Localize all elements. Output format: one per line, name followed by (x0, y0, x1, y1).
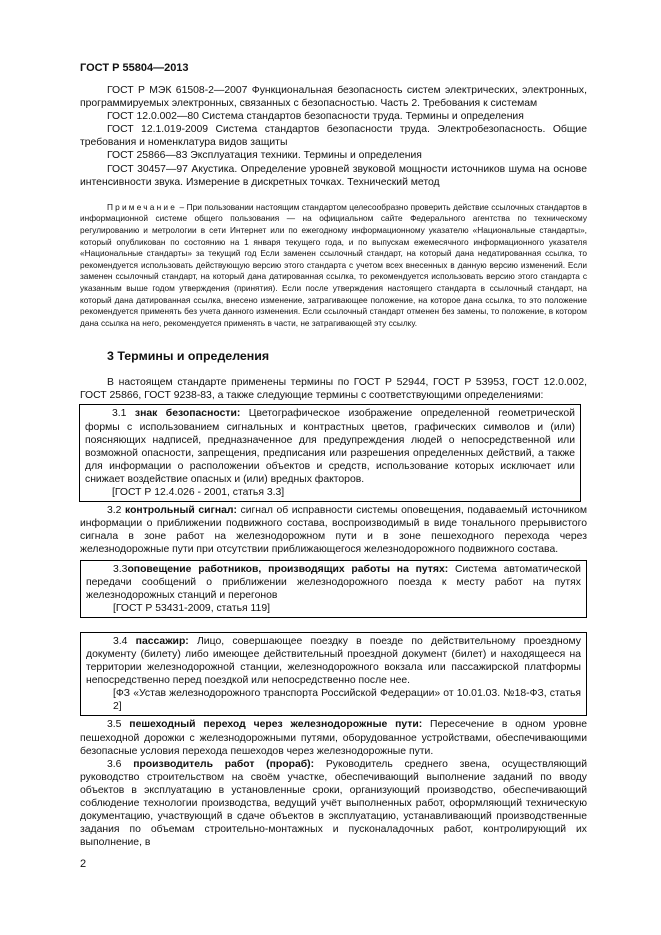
term-number: 3.3 (113, 563, 128, 575)
term-number: 3.5 (107, 719, 130, 731)
ref-item: ГОСТ 30457—97 Акустика. Определение уровней звуковой мощности источников шума на основе интенсивности звука. Измерение в дискретных точках. Технический метод (80, 163, 587, 188)
term-number: 3.4 (113, 635, 136, 647)
document-body (80, 84, 587, 849)
term-name: знак безопасности: (134, 408, 241, 420)
term-definition: Цветографическое изображение определенной геометрической формы с использованием сигнальных и контрастных цветов, графических символов и (или) поясняющих надписей, предназначенное для предупреждения людей о непосредственной или возможной опасности, запрещения, предписания или разрешения определенных действий, а также для информации о расположении объектов и средств, использование которых исключает или снижает воздействие опасных и (или) вредных факторов. (85, 408, 575, 485)
term-source: [ФЗ «Устав железнодорожного транспорта Российской Федерации» от 10.01.03. №18-ФЗ, статья 2] (113, 688, 581, 713)
term-3-1 (85, 407, 575, 486)
term-3-5 (80, 718, 587, 757)
ref-item: ГОСТ 25866—83 Эксплуатация техники. Термины и определения (107, 150, 422, 162)
term-number: 3.6 (107, 758, 134, 770)
ref-item: ГОСТ 12.1.019-2009 Система стандартов безопасности труда. Электробезопасность. Общие требования и номенклатура видов защиты (80, 124, 587, 149)
term-number: 3.1 (112, 408, 135, 420)
term-number: 3.2 (107, 505, 126, 517)
term-name: производитель работ (прораб): (133, 758, 315, 770)
page-number: 2 (80, 858, 87, 870)
term-definition: Лицо, совершающее поездку в поезде по действительному проездному документу (билету) либо имеющее действительный проездной документ (билет) и находящееся на территории железнодорожной станции, железнодорожного вокзала или пассажирской платформы непосредственно перед поездкой или непосредственно после нее. (86, 635, 581, 687)
term-3-3 (86, 563, 581, 602)
note-paragraph (80, 202, 587, 330)
term-definition: Руководитель среднего звена, осуществляющий руководство строительством на своём участке, обеспечивающий выполнение заданий по вводу объектов в эксплуатацию в установленные сроки, организующий производство, обеспечивающий соблюдение технологии производства, ведущий учёт выполненных работ, оформляющий техническую документацию, участвующий в сдаче объектов в эксплуатацию, устанавливающий производственные задания по объемам строительно-монтажных и пусконаладочных работ, контролирующий их выполнение, в (80, 758, 587, 849)
note-label: Примечание (107, 201, 178, 212)
note-text: – При пользовании настоящим стандартом целесообразно проверить действие ссылочных стандартов в информационной системе общего пользования — на официальном сайте Федерального агентства по техническому регулированию и метрологии в сети Интернет или по ежегодному информационному указателю «Национальные стандарты», который опубликован по состоянию на 1 января текущего года, и по выпускам ежемесячного информационного указателя «Национальные стандарты» за текущий год Если заменен ссылочный стандарт, на который дана недатированная ссылка, то рекомендуется использовать действующую версию этого стандарта с учетом всех внесенных в данную версию изменений. Если заменен ссылочный стандарт, на который дана датированная ссылка, то рекомендуется использовать версию этого стандарта с указанным выше годом утверждения (принятия). Если после утверждения настоящего стандарта в ссылочный стандарт, на который дана датированная ссылка, внесено изменение, затрагивающее положение, на которое дана ссылка, то это положение рекомендуется применять без учета данного изменения. Если ссылочный стандарт отменен без замены, то положение, в котором дана ссылка на него, рекомендуется применять в части, не затрагивающей эту ссылку. (80, 201, 587, 328)
term-source: [ГОСТ Р 12.4.026 - 2001, статья 3.3] (112, 487, 285, 499)
term-name: пассажир: (135, 635, 189, 647)
term-definition: Пересечение в одном уровне пешеходной дорожки с железнодорожными путями, оборудованное устройствами, обеспечивающими безопасные условия перехода пешеходов через железнодорожные пути. (80, 719, 587, 757)
section-intro: В настоящем стандарте применены термины по ГОСТ Р 52944, ГОСТ Р 53953, ГОСТ 12.0.002, ГОСТ 25866, ГОСТ 9238-83, а также следующие термины с соответствующими определениями: (80, 377, 587, 402)
term-box-3-4 (80, 632, 587, 717)
term-name: оповещение работников, производящих работы на путях: (127, 563, 449, 575)
term-definition: сигнал об исправности системы оповещения, подаваемый источником информации о приближении подвижного состава, воспроизводимый в виде тонального прерывистого сигнала в зоне работ на железнодорожном пути и в зоне пешеходного перехода через железнодорожные пути при отсутствии приближающегося железнодорожного подвижного состава. (80, 505, 587, 556)
term-definition: Система автоматической передачи сообщений о приближении железнодорожного поезда к месту работ на путях железнодорожных станций и перегонов (86, 563, 581, 601)
term-name: пешеходный переход через железнодорожные пути: (129, 719, 423, 731)
term-3-4 (86, 635, 581, 687)
term-source: [ГОСТ Р 53431-2009, статья 119] (113, 602, 270, 614)
ref-item: ГОСТ Р МЭК 61508-2—2007 Функциональная безопасность систем электрических, электронных, программируемых электронных, связанных с безопасностью. Часть 2. Требования к системам (80, 85, 587, 110)
term-3-6 (80, 758, 587, 850)
ref-item: ГОСТ 12.0.002—80 Система стандартов безопасности труда. Термины и определения (107, 111, 524, 123)
section-title: 3 Термины и определения (107, 349, 270, 364)
page-header: ГОСТ Р 55804—2013 (80, 62, 189, 74)
term-3-2 (80, 504, 587, 556)
term-box-3-1 (79, 404, 581, 502)
term-name: контрольный сигнал: (125, 505, 237, 517)
term-box-3-3 (80, 560, 587, 618)
